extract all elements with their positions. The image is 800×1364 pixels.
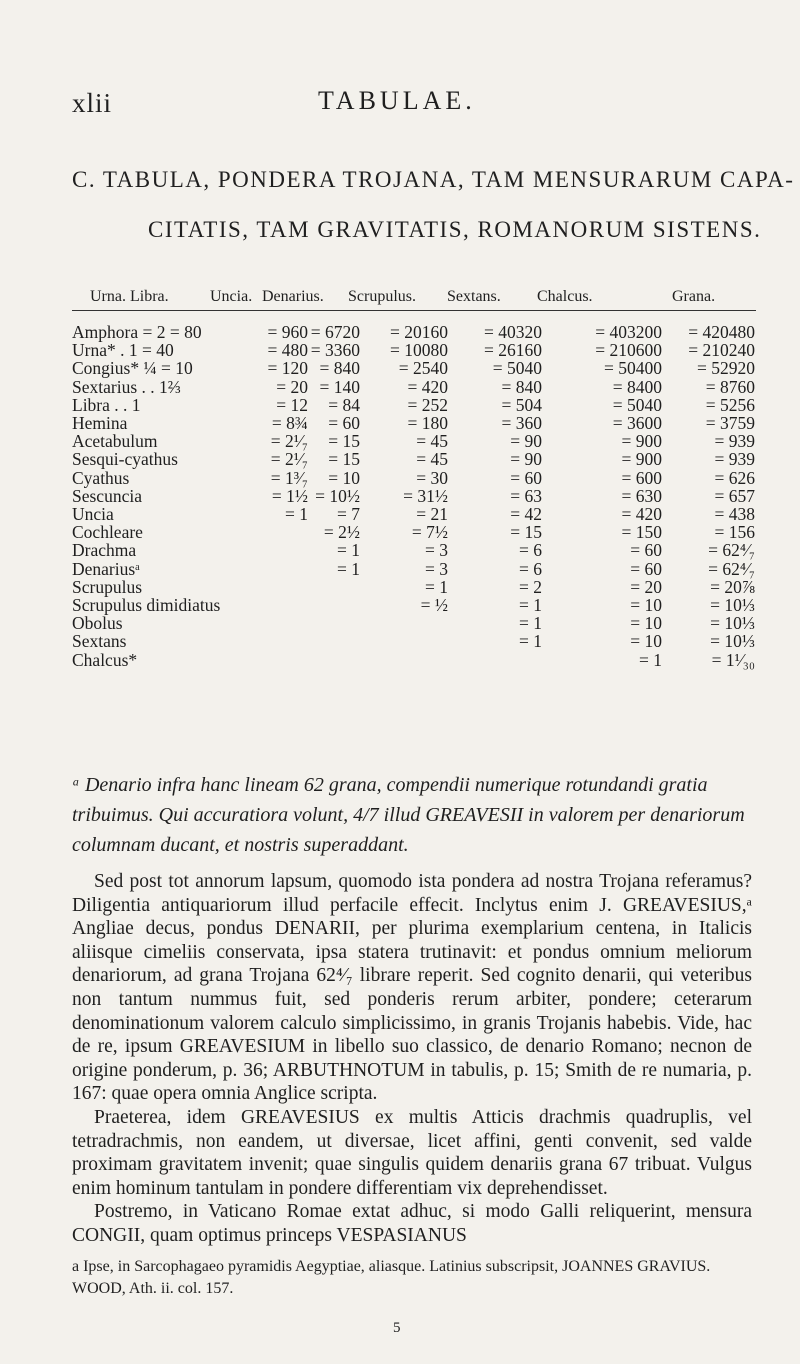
row-label: Hemina	[72, 413, 128, 433]
table-cell: = 120	[267, 358, 308, 379]
row-label: Sextans	[72, 631, 127, 652]
table-cell: = 10⅓	[710, 595, 755, 615]
row-label: Chalcus*	[72, 649, 138, 670]
table-cell: = 20160	[390, 322, 448, 342]
row-label: Denariusᵃ	[72, 558, 140, 579]
column-header: Uncia.	[210, 288, 253, 305]
table-cell: = 8400	[612, 376, 662, 397]
table-cell: = 7	[337, 504, 360, 524]
table-cell: = 150	[621, 522, 662, 543]
table-cell: = 2540	[398, 358, 448, 379]
signature-mark: 5	[393, 1320, 401, 1336]
table-cell: = 156	[714, 522, 755, 543]
table-cell: = 210600	[595, 340, 662, 361]
table-cell: = 20	[276, 376, 308, 397]
paragraph: Postremo, in Vaticano Romae extat adhuc, si modo Galli reliquerint, mensura CONGII, quam optimus princeps VESPASIANUS	[72, 1201, 752, 1246]
table-cell: = 420480	[688, 322, 755, 342]
page-number: xlii	[72, 88, 113, 118]
row-label: Scrupulus dimidiatus	[72, 595, 221, 615]
row-label: Drachma	[72, 540, 137, 561]
row-label: Amphora = 2 = 80	[72, 322, 202, 342]
table-cell: = 3	[425, 558, 448, 579]
table-cell: = 10	[328, 467, 360, 488]
table-cell: = 900	[621, 431, 662, 452]
table-cell: = 45	[416, 449, 448, 470]
table-cell: = 939	[714, 431, 755, 452]
row-label: Uncia	[72, 504, 114, 524]
table-cell: = 480	[267, 340, 308, 361]
table-cell: = 50400	[604, 358, 662, 379]
table-cell: = 1	[285, 504, 308, 524]
table-cell: = 600	[621, 467, 662, 488]
table-title-line-1: C. TABULA, PONDERA TROJANA, TAM MENSURARUM CAPA-	[72, 167, 795, 192]
table-cell: = 420	[621, 504, 662, 524]
table-cell: = 2¹⁄₇	[270, 449, 308, 470]
row-label: Scrupulus	[72, 576, 142, 597]
table-cell: = 52920	[697, 358, 755, 379]
table-cell: = 15	[510, 522, 542, 543]
table-cell: = 8¾	[271, 413, 308, 433]
table-cell: = 420	[407, 376, 448, 397]
table-cell: = 7½	[411, 522, 448, 543]
table-cell: = 8760	[705, 376, 755, 397]
table-cell: = 1	[639, 649, 662, 670]
table-cell: = 10½	[315, 485, 360, 506]
table-cell: = 10	[630, 613, 662, 634]
row-label: Acetabulum	[72, 431, 158, 452]
row-label: Obolus	[72, 613, 123, 634]
row-label: Sescuncia	[72, 485, 142, 506]
table-cell: = 360	[501, 413, 542, 433]
table-title-line-2: CITATIS, TAM GRAVITATIS, ROMANORUM SISTENS.	[148, 217, 762, 242]
table-cell: = 2½	[323, 522, 360, 543]
table-cell: = 90	[510, 449, 542, 470]
column-header: Chalcus.	[537, 288, 593, 305]
table-cell: = 5256	[705, 394, 755, 415]
table-cell: = 26160	[484, 340, 542, 361]
table-cell: = 60	[630, 540, 662, 561]
table-cell: = 84	[328, 394, 360, 415]
body-text	[72, 870, 752, 1248]
table-cell: = 62⁴⁄₇	[708, 558, 755, 579]
table-cell: = 657	[714, 485, 755, 506]
table-cell: = 900	[621, 449, 662, 470]
table-cell: = 10	[630, 595, 662, 615]
table-cell: = 20⅞	[710, 576, 755, 597]
table-cell: = 3	[425, 540, 448, 561]
table-cell: = 42	[510, 504, 542, 524]
table-cell: = 3759	[705, 413, 755, 433]
table-cell: = ½	[420, 595, 448, 615]
table-cell: = 2¹⁄₇	[270, 431, 308, 452]
paragraph: Sed post tot annorum lapsum, quomodo ista pondera ad nostra Trojana referamus? Diligentia antiquariorum illud perfacile effecit. Inclytus enim J. GREAVESIUS,ᵃ Angliae decus, pondus DENARII, per plurima exemplarium centena, in Italicis aliisque cimeliis conservata, ipsa statera trutinavit: et pondus omnium meliorum denariorum, ad grana Trojana 62⁴⁄₇ librare reperit. Sed cognito denarii, qui veteribus non tantum nummus fuit, sed ponderis rerum arbiter, pondere; ceterarum denominationum valorem calculo simplicissimo, in granis Trojanis habebis. Vide, hac de re, ipsum GREAVESIUM in libello suo classico, de denario Romano; necnon de origine ponderum, p. 36; ARBUTHNOTUM in tabulis, p. 15; Smith de re numaria, p. 167: quae opera omnia Anglice scripta.	[72, 871, 752, 1105]
row-label: Urna* . 1 = 40	[72, 340, 174, 361]
table-cell: = 90	[510, 431, 542, 452]
table-cell: = 403200	[595, 322, 662, 342]
table-cell: = 6720	[310, 322, 360, 342]
table-cell: = 1½	[271, 485, 308, 506]
column-header: Scrupulus.	[348, 288, 416, 305]
column-header: Sextans.	[447, 288, 501, 305]
table-cell: = 3600	[612, 413, 662, 433]
column-header: Grana.	[672, 288, 716, 305]
table-cell: = 960	[267, 322, 308, 342]
table-cell: = 60	[630, 558, 662, 579]
table-cell: = 2	[519, 576, 542, 597]
table-cell: = 626	[714, 467, 755, 488]
column-header: Urna. Libra.	[90, 288, 169, 305]
table-cell: = 438	[714, 504, 755, 524]
row-label: Cochleare	[72, 522, 143, 543]
row-label: Cyathus	[72, 467, 130, 488]
table-cell: = 63	[510, 485, 542, 506]
table-cell: = 12	[276, 394, 308, 415]
row-label: Libra . . 1	[72, 394, 141, 415]
table-cell: = 840	[319, 358, 360, 379]
table-cell: = 5040	[492, 358, 542, 379]
table-cell: = 1¹⁄₃₀	[711, 649, 755, 670]
table-cell: = 1	[337, 558, 360, 579]
column-header: Denarius.	[262, 288, 324, 305]
table-cell: = 140	[319, 376, 360, 397]
table-cell: = 252	[407, 394, 448, 415]
table-footnote: ᵃ Denario infra hanc lineam 62 grana, compendii numerique rotundandi gratia tribuimus. Qui accuratiora volunt, 4/7 illud GREAVESII in valorem per denariorum columnam ducant, et nostris superaddant.	[72, 774, 745, 856]
row-label: Congius* ¼ = 10	[72, 358, 193, 379]
table-cell: = 6	[519, 558, 542, 579]
table-cell: = 15	[328, 449, 360, 470]
table-cell: = 60	[328, 413, 360, 433]
table-cell: = 5040	[612, 394, 662, 415]
table-cell: = 210240	[688, 340, 755, 361]
table-cell: = 40320	[484, 322, 542, 342]
row-label: Sextarius . . 1⅔	[72, 376, 181, 397]
table-cell: = 10	[630, 631, 662, 652]
table-cell: = 1	[337, 540, 360, 561]
table-cell: = 10⅓	[710, 631, 755, 652]
page-footnote: a Ipse, in Sarcophagaeo pyramidis Aegyptiae, aliasque. Latinius subscripsit, JOANNES GRAVIUS. WOOD, Ath. ii. col. 157.	[72, 1258, 711, 1297]
table-cell: = 840	[501, 376, 542, 397]
table-cell: = 3360	[310, 340, 360, 361]
table-cell: = 180	[407, 413, 448, 433]
table-cell: = 30	[416, 467, 448, 488]
table-cell: = 60	[510, 467, 542, 488]
table-cell: = 6	[519, 540, 542, 561]
row-label: Sesqui-cyathus	[72, 449, 178, 470]
table-cell: = 15	[328, 431, 360, 452]
header-rule	[72, 310, 756, 311]
table-cell: = 1	[519, 595, 542, 615]
table-cell: = 21	[416, 504, 448, 524]
table-cell: = 10⅓	[710, 613, 755, 634]
table-cell: = 1	[425, 576, 448, 597]
table-cell: = 939	[714, 449, 755, 470]
table-cell: = 62⁴⁄₇	[708, 540, 755, 561]
table-cell: = 31½	[403, 485, 448, 506]
table-cell: = 630	[621, 485, 662, 506]
table-cell: = 1³⁄₇	[270, 467, 308, 488]
table-cell: = 1	[519, 613, 542, 634]
table-cell: = 1	[519, 631, 542, 652]
running-title: TABULAE.	[318, 86, 476, 115]
table-cell: = 10080	[390, 340, 448, 361]
paragraph: Praeterea, idem GREAVESIUS ex multis Atticis drachmis quadruplis, vel tetradrachmis, non eandem, ut diversae, licet affini, genti convenit, sed valde proximam gravitatem invenit; quae singulis quidem denariis grana 67 tribuat. Vulgus enim hominum tantulam in pondere differentiam vix deprehendisset.	[72, 1106, 752, 1199]
table-cell: = 504	[501, 394, 542, 415]
table-cell: = 20	[630, 576, 662, 597]
table-cell: = 45	[416, 431, 448, 452]
